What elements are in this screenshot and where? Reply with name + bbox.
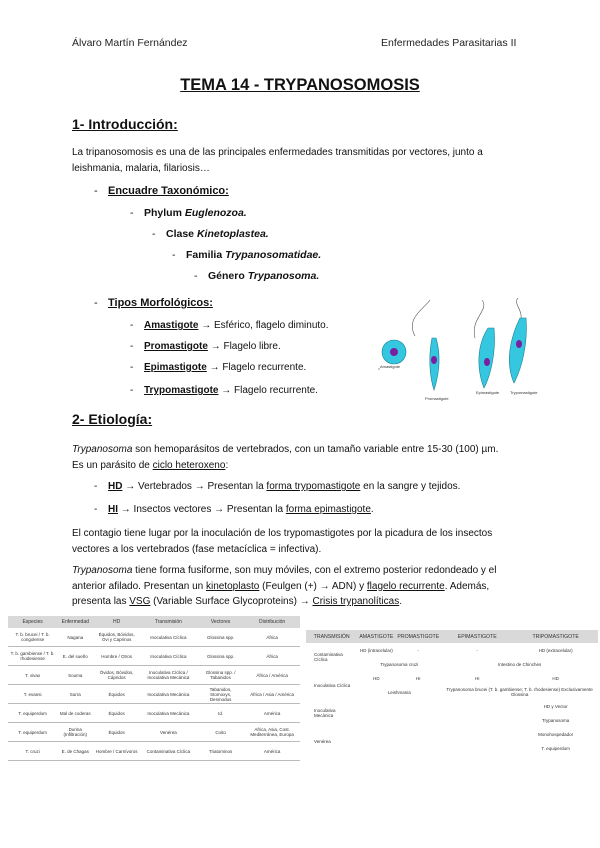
table-cell: T. vivax bbox=[8, 666, 57, 685]
text: (Feulgen (+) → ADN) y bbox=[259, 580, 367, 592]
link-flagelo-recurrente: flagelo recurrente bbox=[366, 580, 445, 592]
clase-label: Clase bbox=[166, 228, 195, 240]
table-cell: T. b. gambiense / T. b. rhodesiense bbox=[8, 647, 57, 666]
morph-item-promastigote: - Promastigote → Flagelo libre. bbox=[130, 341, 281, 352]
table-cell: Coito bbox=[197, 723, 244, 742]
species-table bbox=[8, 616, 300, 761]
table-header: Vectores bbox=[197, 616, 244, 628]
table-header: Especies bbox=[8, 616, 57, 628]
table-cell: T. equiperdum bbox=[8, 704, 57, 723]
morph-item-amastigote: - Amastigote → Esférico, flagelo diminuto. bbox=[130, 320, 329, 331]
table-cell: Souma bbox=[57, 666, 93, 685]
table-header: AMASTIGOTE bbox=[357, 630, 395, 643]
table-cell: África / América bbox=[244, 666, 300, 685]
hi-label: HI bbox=[108, 504, 118, 515]
figure-label-amastigote: Amastigote bbox=[380, 364, 401, 369]
table-cell: Trypanosoma bbox=[541, 717, 570, 723]
table-cell: Inoculativa Mecánica bbox=[314, 708, 336, 718]
table-cell bbox=[357, 699, 513, 713]
epimastigote-flagellum bbox=[474, 300, 484, 338]
table-cell: Inoculativa Mecánica bbox=[140, 685, 197, 704]
table-cell: Glossina spp. bbox=[197, 647, 244, 666]
table-row bbox=[306, 643, 598, 657]
table-cell: Inoculativa Cíclica bbox=[314, 682, 351, 688]
familia-value: Trypanosomatidae. bbox=[225, 249, 322, 261]
morphology-figure bbox=[370, 298, 550, 408]
promastigote-flagellum bbox=[412, 300, 430, 336]
phylum-value: Euglenozoa. bbox=[184, 207, 247, 219]
table-cell bbox=[357, 713, 513, 727]
table-cell: Trypanosoma brucei (T. b. gambiense; T. b. rhodesiense) Exclusivamente Glossina bbox=[446, 687, 593, 697]
table-cell: T. cruzi bbox=[8, 742, 57, 761]
text: . bbox=[399, 596, 402, 607]
morph-desc: → Flagelo recurrente. bbox=[221, 385, 318, 396]
morph-desc: → Flagelo libre. bbox=[210, 341, 281, 352]
clase-value: Kinetoplastea. bbox=[196, 228, 269, 240]
morphology-heading-text: Tipos Morfológicos: bbox=[108, 297, 213, 309]
phylum-label: Phylum bbox=[144, 207, 182, 219]
table-cell bbox=[357, 741, 513, 755]
table-cell: - bbox=[476, 647, 478, 653]
taxonomy-phylum: - Phylum Euglenozoa. bbox=[130, 207, 247, 219]
table-cell: E. de Chagas bbox=[57, 742, 93, 761]
table-cell: Venérea bbox=[140, 723, 197, 742]
table-cell: Intestino de Chinches bbox=[497, 661, 542, 667]
genus: Trypanosoma bbox=[72, 444, 133, 455]
table-row bbox=[8, 628, 300, 647]
table-cell: Id. bbox=[197, 704, 244, 723]
table-cell: E. del sueño bbox=[57, 647, 93, 666]
table-cell: - bbox=[417, 647, 419, 653]
table-cell: Contaminativa Cíclica bbox=[140, 742, 197, 761]
text: → Insectos vectores → Presentan la bbox=[118, 504, 286, 515]
header-author: Álvaro Martín Fernández bbox=[72, 37, 188, 49]
promastigote-nucleus bbox=[431, 356, 437, 364]
section-heading-introduccion: 1- Introducción: bbox=[72, 116, 178, 132]
table-cell: África / Asia / América bbox=[244, 685, 300, 704]
genero-value: Trypanosoma. bbox=[247, 270, 320, 282]
table-cell: Mal de coderas bbox=[57, 704, 93, 723]
genero-label: Género bbox=[208, 270, 245, 282]
text: . bbox=[370, 504, 374, 515]
table-header: Enfermedad bbox=[57, 616, 93, 628]
header-subject: Enfermedades Parasitarias II bbox=[381, 37, 517, 49]
etiology-paragraph-2: El contagio tiene lugar por la inoculación de los trypomastigotes por la picadura de los insectos vectores a los vertebrados (fase metacíclica = infectiva). bbox=[72, 528, 493, 555]
table-row bbox=[8, 647, 300, 666]
table-row bbox=[8, 666, 300, 685]
table-header: HD bbox=[93, 616, 139, 628]
table-cell: Équidos, Bóvidos, Ovi y Caprinos bbox=[93, 628, 139, 647]
text: : bbox=[225, 459, 229, 471]
morphology-heading: - Tipos Morfológicos: bbox=[94, 297, 213, 309]
hd-label: HD bbox=[108, 481, 123, 492]
table-cell: Óvidos, Bóvidos, Cápridos bbox=[93, 666, 139, 685]
table-cell: América bbox=[244, 704, 300, 723]
amastigote-nucleus bbox=[390, 348, 398, 356]
table-cell: Inoculativa Mecánica bbox=[140, 704, 197, 723]
table-row bbox=[8, 704, 300, 723]
table-cell: Équidos bbox=[93, 704, 139, 723]
table-cell: Monohospedador bbox=[538, 731, 574, 737]
table-header: Distribución bbox=[244, 616, 300, 628]
section-heading-etiologia: 2- Etiología: bbox=[72, 411, 153, 427]
table-cell: Équidos bbox=[93, 685, 139, 704]
link-ciclo-heteroxeno: ciclo heteroxeno bbox=[152, 459, 226, 471]
etiology-hi-item: - HI → Insectos vectores → Presentan la forma epimastigote. bbox=[94, 504, 374, 515]
morph-name: Amastigote bbox=[144, 320, 199, 331]
table-cell: Inoculativa Cíclica / Inoculativa Mecánica bbox=[140, 666, 197, 685]
table-cell: T. evansi bbox=[8, 685, 57, 704]
epimastigote-nucleus bbox=[484, 358, 490, 366]
taxonomy-heading: - Encuadre Taxonómico: bbox=[94, 185, 229, 197]
table-cell: Trypanosoma cruzi bbox=[380, 661, 419, 667]
morph-item-trypomastigote: - Trypomastigote → Flagelo recurrente. bbox=[130, 385, 318, 396]
table-cell: HD (extracelular) bbox=[538, 647, 573, 653]
taxonomy-familia: - Familia Trypanosomatidae. bbox=[172, 249, 322, 261]
table-header: PROMASTIGOTE bbox=[395, 630, 441, 643]
table-cell: Surra bbox=[57, 685, 93, 704]
intro-paragraph: La tripanosomosis es una de las principales enfermedades transmitidas por vectores, junto a leishmania, malaria, filariosis… bbox=[72, 147, 483, 174]
text: . Además, presenta las bbox=[72, 580, 490, 607]
table-header: TRANSMISIÓN bbox=[306, 630, 357, 643]
figure-label-promastigote: Promastigote bbox=[425, 396, 449, 401]
table-row bbox=[8, 723, 300, 742]
trypomastigote-cell bbox=[509, 318, 526, 383]
taxonomy-genero: - Género Trypanosoma. bbox=[194, 270, 320, 282]
text: en la sangre y tejidos. bbox=[360, 481, 461, 492]
link-kinetoplasto: kinetoplasto bbox=[205, 580, 260, 592]
table-cell: Leishmania bbox=[387, 689, 411, 695]
table-cell: HI bbox=[416, 675, 421, 681]
taxonomy-heading-text: Encuadre Taxonómico: bbox=[108, 185, 229, 197]
table-cell: HD (intracelular) bbox=[359, 647, 393, 653]
table-cell: T. equiperdum bbox=[8, 723, 57, 742]
etiology-paragraph-1 bbox=[72, 442, 517, 473]
promastigote-cell bbox=[430, 338, 439, 390]
morph-desc: → Flagelo recurrente. bbox=[209, 362, 307, 373]
table-cell: Tabanidos, Stomoxys, Desmodus bbox=[197, 685, 244, 704]
table-cell: Africa, Asia, Cost. Mediterránea, Europa bbox=[244, 723, 300, 742]
table-header: Transmisión bbox=[140, 616, 197, 628]
transmission-table bbox=[306, 630, 598, 755]
table-header: TRIPOMASTIGOTE bbox=[513, 630, 598, 643]
table-cell bbox=[357, 727, 513, 741]
morph-name: Epimastigote bbox=[144, 362, 207, 373]
table-cell: Triatominos bbox=[197, 742, 244, 761]
table-cell: Hombre / Carnívoros bbox=[93, 742, 139, 761]
morph-name: Trypomastigote bbox=[144, 385, 219, 396]
table-header: EPIMASTIGOTE bbox=[441, 630, 513, 643]
morph-item-epimastigote: - Epimastigote → Flagelo recurrente. bbox=[130, 362, 307, 373]
morph-desc: → Esférico, flagelo diminuto. bbox=[201, 320, 329, 331]
taxonomy-clase: - Clase Kinetoplastea. bbox=[152, 228, 269, 240]
text: (Variable Surface Glycoproteins) → bbox=[150, 596, 313, 607]
table-row bbox=[306, 671, 598, 685]
text: Es un parásito de bbox=[72, 459, 153, 471]
page-title: TEMA 14 - TRYPANOSOMOSIS bbox=[180, 76, 420, 94]
table-cell: Durina (Infiltración) bbox=[57, 723, 93, 742]
table-cell: África bbox=[244, 647, 300, 666]
text: → Vertebrados → Presentan la bbox=[122, 481, 267, 492]
trypomastigote-nucleus bbox=[516, 340, 522, 348]
table-row bbox=[306, 727, 598, 741]
genus: Trypanosoma bbox=[72, 565, 133, 576]
link-vsg: VSG bbox=[129, 596, 151, 607]
link-forma-epimastigote: forma epimastigote bbox=[285, 504, 371, 515]
morph-name: Promastigote bbox=[144, 341, 208, 352]
table-cell: HD bbox=[373, 675, 380, 681]
table-cell: HD y Vector bbox=[543, 703, 568, 709]
link-forma-trypomastigote: forma trypomastigote bbox=[266, 481, 361, 492]
table-cell: Glossina spp. / Tabanidos bbox=[197, 666, 244, 685]
link-crisis-trypanoliticas: Crisis trypanolíticas bbox=[312, 596, 400, 607]
table-cell: HD bbox=[552, 675, 559, 681]
table-cell: T. equiperdum bbox=[541, 745, 570, 751]
etiology-hd-item: - HD → Vertebrados → Presentan la forma trypomastigote en la sangre y tejidos. bbox=[94, 481, 461, 492]
table-row bbox=[306, 699, 598, 713]
text: tiene forma fusiforme, son muy móviles, con el extremo posterior redondeado y el anterior afilado. Presentan un bbox=[72, 565, 497, 592]
figure-label-epimastigote: Epimastigote bbox=[476, 390, 500, 395]
table-cell: Nagana bbox=[57, 628, 93, 647]
familia-label: Familia bbox=[186, 249, 223, 261]
table-cell: HI bbox=[474, 675, 480, 681]
table-cell: T. b. brucei / T. b. congolense bbox=[8, 628, 57, 647]
table-cell: Venérea bbox=[314, 738, 331, 744]
table-cell: Équidos bbox=[93, 723, 139, 742]
table-cell: Glossina spp. bbox=[197, 628, 244, 647]
table-cell: África bbox=[244, 628, 300, 647]
etiology-paragraph-3 bbox=[72, 563, 517, 610]
figure-label-trypomastigote: Trypomastigote bbox=[510, 390, 538, 395]
table-cell: América bbox=[244, 742, 300, 761]
table-header-row bbox=[306, 630, 598, 643]
table-cell: Inoculativa Cíclica bbox=[140, 628, 197, 647]
table-cell: Contaminativa Cíclica bbox=[314, 652, 343, 662]
table-header-row bbox=[8, 616, 300, 628]
table-cell: Inoculativa Cíclica bbox=[140, 647, 197, 666]
epimastigote-cell bbox=[479, 328, 495, 388]
text: son hemoparásitos de vertebrados, con un tamaño variable entre 15-30 (100) µm. bbox=[132, 444, 499, 455]
table-row bbox=[8, 685, 300, 704]
table-row bbox=[8, 742, 300, 761]
table-cell: Hombre / Otros bbox=[93, 647, 139, 666]
